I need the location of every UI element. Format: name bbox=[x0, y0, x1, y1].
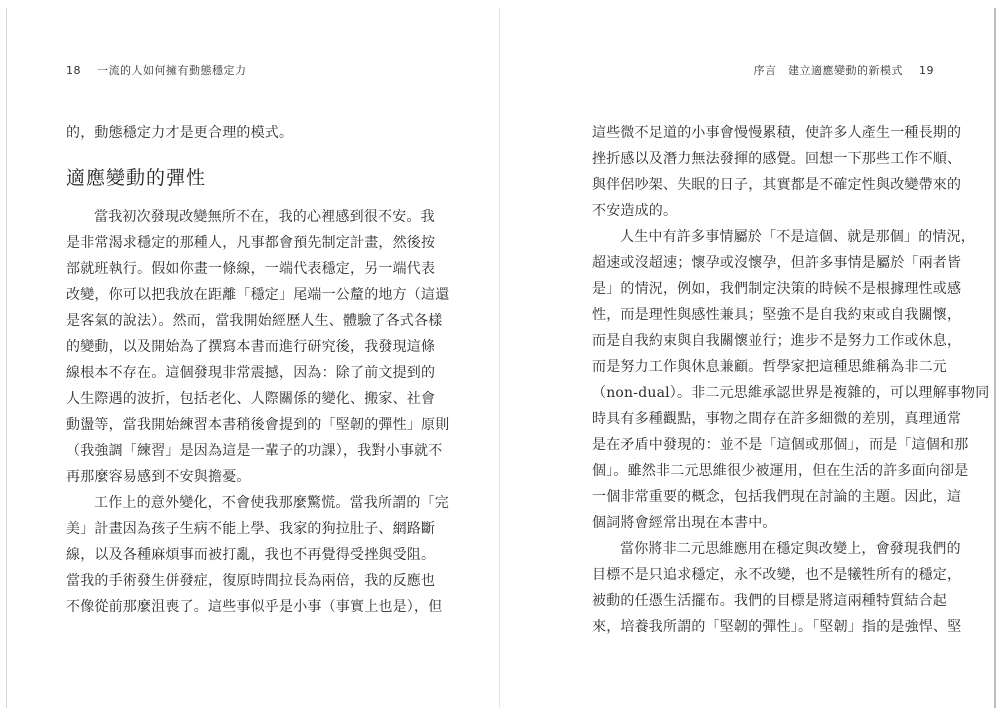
left-page-body bbox=[66, 120, 450, 620]
text-line: 再那麼容易感到不安與擔憂。 bbox=[66, 469, 251, 485]
text-line: 這些微不足道的小事會慢慢累積，使許多人產生一種長期的 bbox=[592, 125, 962, 141]
text-line: 線根本不存在。這個發現非常震撼，因為：除了前文提到的 bbox=[66, 365, 436, 381]
text-line: 是非常渴求穩定的那種人，凡事都會預先制定計畫，然後按 bbox=[66, 235, 436, 251]
text-line: 是客氣的說法）。然而，當我開始經歷人生、體驗了各式各樣 bbox=[66, 313, 443, 329]
right-page-body bbox=[592, 120, 990, 640]
right-paragraph-2 bbox=[592, 224, 990, 536]
text-line: 個」。雖然非二元思維很少被運用，但在生活的許多面向卻是 bbox=[592, 463, 969, 479]
right-running-title: 序言 建立適應變動的新模式 bbox=[753, 64, 903, 77]
text-line: 是在矛盾中發現的：並不是「這個或那個」，而是「這個和那 bbox=[592, 437, 969, 453]
text-line: 美」計畫因為孩子生病不能上學、我家的狗拉肚子、網路斷 bbox=[66, 521, 436, 537]
text-line: 被動的任憑生活擺布。我們的目標是將這兩種特質結合起 bbox=[592, 593, 947, 609]
section-heading: 適應變動的彈性 bbox=[66, 167, 207, 189]
text-line: 而是努力工作與休息兼顧。哲學家把這種思維稱為非二元 bbox=[592, 359, 947, 375]
text-line: 不安造成的。 bbox=[592, 203, 678, 219]
left-running-head bbox=[66, 62, 247, 78]
text-line: 改變，你可以把我放在距離「穩定」尾端一公釐的地方（這還 bbox=[66, 287, 450, 303]
text-line: 時具有多種觀點，事物之間存在許多細微的差別，真理通常 bbox=[592, 411, 962, 427]
text-line: 的變動，以及開始為了撰寫本書而進行研究後，我發現這條 bbox=[66, 339, 436, 355]
left-page-number: 18 bbox=[66, 64, 81, 77]
text-line: 當我的手術發生併發症，復原時間拉長為兩倍，我的反應也 bbox=[66, 573, 436, 589]
text-line: 線，以及各種麻煩事而被打亂，我也不再覺得受挫與受阻。 bbox=[66, 547, 436, 563]
text-line: 的，動態穩定力才是更合理的模式。 bbox=[66, 125, 294, 141]
text-line: （我強調「練習」是因為這是一輩子的功課），我對小事就不 bbox=[66, 443, 443, 459]
text-line: （non-dual）。非二元思維承認世界是複雜的，可以理解事物同 bbox=[592, 385, 990, 401]
text-line: 工作上的意外變化，不會使我那麼驚慌。當我所謂的「完 bbox=[94, 495, 449, 511]
text-line: 性，而是理性與感性兼具；堅強不是自我約束或自我關懷， bbox=[592, 307, 962, 323]
text-line: 而是自我約束與自我關懷並行；進步不是努力工作或休息， bbox=[592, 333, 962, 349]
right-page-edge bbox=[994, 8, 996, 708]
text-line: 與伴侶吵架、失眠的日子，其實都是不確定性與改變帶來的 bbox=[592, 177, 962, 193]
text-line: 部就班執行。假如你畫一條線，一端代表穩定，另一端代表 bbox=[66, 261, 436, 277]
right-running-head bbox=[754, 62, 935, 78]
text-line: 人生際遇的波折，包括老化、人際關係的變化、搬家、社會 bbox=[66, 391, 436, 407]
left-paragraph-1 bbox=[66, 204, 450, 490]
text-line: 不像從前那麼沮喪了。這些事似乎是小事（事實上也是），但 bbox=[66, 599, 443, 615]
right-paragraph-1 bbox=[592, 120, 962, 224]
text-line: 是」的情況，例如，我們制定決策的時候不是根據理性或感 bbox=[592, 281, 962, 297]
left-running-title: 一流的人如何擁有動態穩定力 bbox=[97, 64, 247, 77]
text-line: 超速或沒超速；懷孕或沒懷孕，但許多事情是屬於「兩者皆 bbox=[592, 255, 962, 271]
book-gutter bbox=[499, 8, 500, 708]
text-line: 目標不是只追求穩定，永不改變，也不是犧牲所有的穩定， bbox=[592, 567, 962, 583]
text-line: 人生中有許多事情屬於「不是這個、就是那個」的情況， bbox=[620, 229, 975, 245]
right-paragraph-3 bbox=[592, 536, 962, 640]
left-paragraph-2 bbox=[66, 490, 449, 620]
left-page-edge bbox=[6, 8, 7, 708]
text-line: 當你將非二元思維應用在穩定與改變上，會發現我們的 bbox=[620, 541, 961, 557]
text-line: 挫折感以及潛力無法發揮的感覺。回想一下那些工作不順、 bbox=[592, 151, 962, 167]
text-line: 一個非常重要的概念，包括我們現在討論的主題。因此，這 bbox=[592, 489, 962, 505]
text-line: 當我初次發現改變無所不在，我的心裡感到很不安。我 bbox=[94, 209, 435, 225]
text-line: 來，培養我所謂的「堅韌的彈性」。「堅韌」指的是強悍、堅 bbox=[592, 619, 962, 635]
text-line: 動盪等，當我開始練習本書稍後會提到的「堅韌的彈性」原則 bbox=[66, 417, 450, 433]
text-line: 個詞將會經常出現在本書中。 bbox=[592, 515, 777, 531]
right-page-number: 19 bbox=[919, 64, 934, 77]
